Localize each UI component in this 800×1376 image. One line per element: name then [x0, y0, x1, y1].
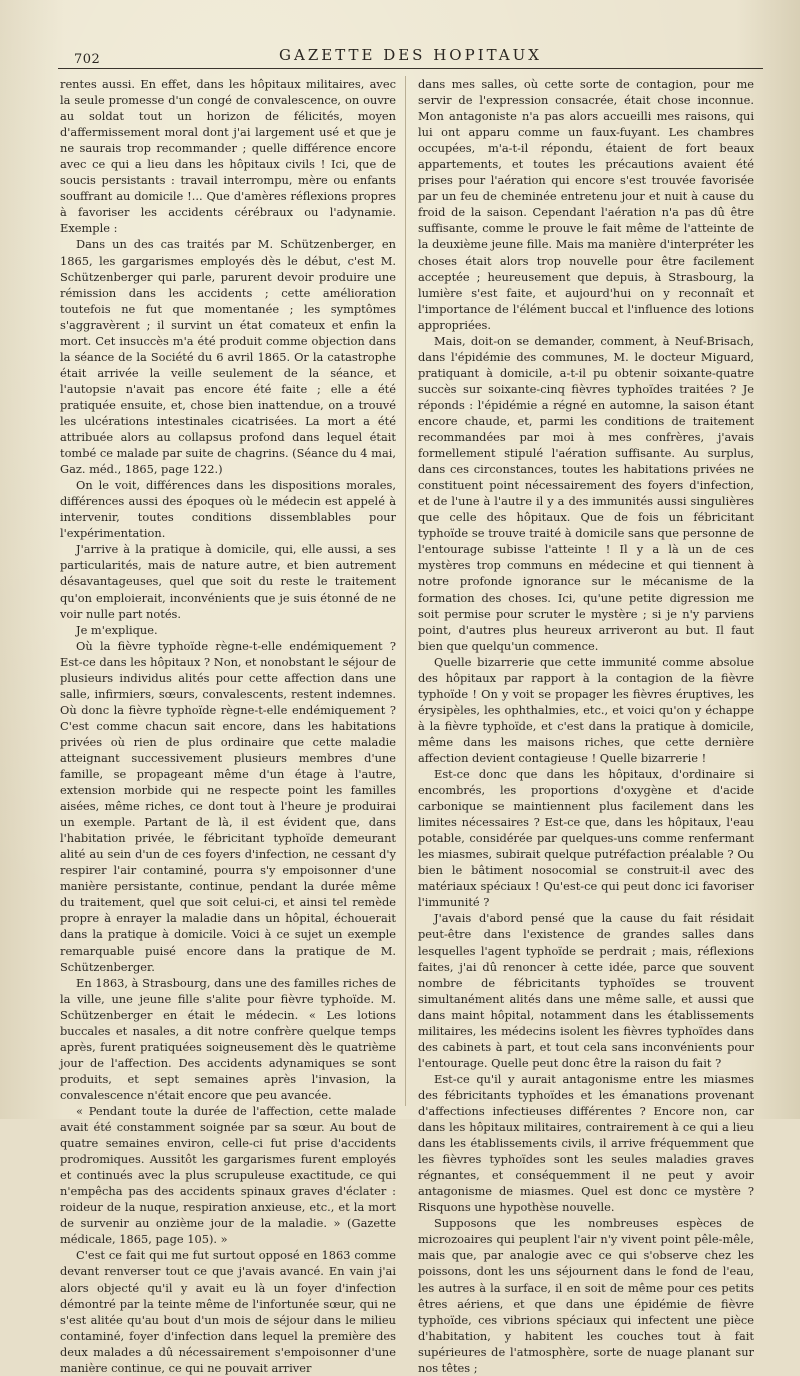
- paragraph: J'avais d'abord pensé que la cause du fait résidait peut-être dans l'existence de grandes salles dans lesquelles l'agent typhoïde se perdrait ; mais, réflexions faites, j'ai dû renoncer à cette idée, parce que souvent nombre de fébricitants typhoïdes se trouvent simultanément alités dans une même salle, et aussi que dans maint hôpital, notamment dans les établissements militaires, les médecins isolent les fièvres typhoïdes dans des cabinets à part, et tout cela sans inconvénients pour l'entourage. Quelle peut donc être la raison du fait ?: [418, 911, 754, 1070]
- left-column: [60, 76, 397, 1375]
- paragraph: C'est ce fait qui me fut surtout opposé en 1863 comme devant renverser tout ce que j'avais avancé. En vain j'ai alors objecté qu'il y avait eu là un foyer d'infection démontré par la teinte même de l'infortunée sœur, qui ne s'est alitée qu'au bout d'un mois de séjour dans le milieu contaminé, foyer d'infection dans lequel la première des deux malades a dû nécessairement s'empoisonner d'une manière continue, ce qui ne pouvait arriver: [60, 1248, 396, 1375]
- paragraph: En 1863, à Strasbourg, dans une des familles riches de la ville, une jeune fille s'alite pour fièvre typhoïde. M. Schützenberger en était le médecin. « Les lotions buccales et nasales, a dit notre confrère quelque temps après, furent pratiquées soigneusement dès le quatrième jour de l'affection. Des accidents adynamiques se sont produits, et sept semaines après l'invasion, la convalescence n'était encore que peu avancée.: [60, 975, 396, 1102]
- paragraph: Supposons que les nombreuses espèces de microzoaires qui peuplent l'air n'y vivent point pêle-mêle, mais que, par analogie avec ce qui s'observe chez les poissons, dont les uns séjournent dans le fond de l'eau, les autres à la surface, il en soit de même pour ces petits êtres aériens, et que dans une épidémie de fièvre typhoïde, ces vibrions spéciaux qui infectent une pièce d'habitation, y habitent les couches tout à fait supérieures de l'atmosphère, sorte de nuage planant sur nos têtes ;: [418, 1216, 754, 1375]
- page-number: 702: [74, 52, 101, 67]
- paragraph: Quelle bizarrerie que cette immunité comme absolue des hôpitaux par rapport à la contagion de la fièvre typhoïde ! On y voit se propager les fièvres éruptives, les érysipèles, les ophthalmies, etc., et voici qu'on y échappe à la fièvre typhoïde, et c'est dans la pratique à domicile, même dans les maisons riches, que cette dernière affection devient contagieuse ! Quelle bizarrerie !: [418, 654, 754, 765]
- page-header: [58, 44, 763, 69]
- paragraph: J'arrive à la pratique à domicile, qui, elle aussi, a ses particularités, mais de nature autre, et bien autrement désavantageuses, quel que soit du reste le traitement qu'on emploierait, inconvénients que je suis étonné de ne voir nulle part notés.: [60, 542, 396, 621]
- paragraph: Mais, doit-on se demander, comment, à Neuf-Brisach, dans l'épidémie des communes, M. le docteur Miguard, pratiquant à domicile, a-t-il pu obtenir soixante-quatre succès sur soixante-cinq fièvres typhoïdes traitées ? Je réponds : l'épidémie a régné en automne, la saison étant encore chaude, et, parmi les conditions de traitement recommandées par moi à mes confrères, j'avais formellement stipulé l'aération suffisante. Au surplus, dans ces circonstances, toutes les habitations privées ne constituent point nécessairement des foyers d'infection, et de l'une à l'autre il y a des immunités aussi singulières que celle des hôpitaux. Que de fois un fébricitant typhoïde se trouve traité à domicile sans que personne de l'entourage subisse l'atteinte ! Il y a là un de ces mystères trop communs en médecine et qui tiennent à notre profonde ignorance sur le mécanisme de la formation des choses. Ici, qu'une petite digression me soit permise pour scruter le mystère ; si je n'y parviens point, d'autres plus heureux arriveront au but. Il faut bien que quelqu'un commence.: [418, 333, 754, 653]
- paragraph: « Pendant toute la durée de l'affection, cette malade avait été constamment soignée par sa sœur. Au bout de quatre semaines environ, celle-ci fut prise d'accidents prodromiques. Aussitôt les gargarismes furent employés et continués avec la plus scrupuleuse exactitude, ce qui n'empêcha pas des accidents spinaux graves d'éclater : roideur de la nuque, respiration anxieuse, etc., et la mort de survenir au onzième jour de la maladie. » (Gazette médicale, 1865, page 105). »: [60, 1104, 396, 1247]
- paragraph: On le voit, différences dans les dispositions morales, différences aussi des époques où le médecin est appelé à intervenir, toutes conditions dissemblables pour l'expérimentation.: [60, 478, 396, 541]
- paragraph: Dans un des cas traités par M. Schützenberger, en 1865, les gargarismes employés dès le début, c'est M. Schützenberger qui parle, parurent devoir produire une rémission dans les accidents ; cette amélioration toutefois ne fut que momentanée ; les symptômes s'aggravèrent ; il survint un état comateux et enfin la mort. Cet insuccès m'a été produit comme objection dans la séance de la Société du 6 avril 1865. Or la catastrophe était arrivée la veille seulement de la séance, et l'autopsie n'avait pas encore été faite ; elle a été pratiquée ensuite, et, chose bien inattendue, on a trouvé les ulcérations intestinales cicatrisées. La mort a été attribuée alors au collapsus profond dans lequel était tombé ce malade par suite de chagrins. (Séance du 4 mai, Gaz. méd., 1865, page 122.): [60, 237, 397, 477]
- paragraph: dans mes salles, où cette sorte de contagion, pour me servir de l'expression consacrée, était chose inconnue. Mon antagoniste n'a pas alors accueilli mes raisons, qui lui ont apparu comme un faux-fuyant. Les chambres occupées, m'a-t-il répondu, étaient de fort beaux appartements, et toutes les précautions avaient été prises pour l'aération qui encore s'est trouvée favorisée par un feu de cheminée entretenu jour et nuit à cause du froid de la saison. Cependant l'aération n'a pas dû être suffisante, comme le prouve le fait même de l'atteinte de la deuxième jeune fille. Mais ma manière d'interpréter les choses était alors trop nouvelle pour être facilement acceptée ; heureusement que depuis, à Strasbourg, la lumière s'est faite, et aujourd'hui on y reconnaît et l'importance de l'élément buccal et l'influence des lotions appropriées.: [418, 77, 754, 332]
- paragraph: Est-ce qu'il y aurait antagonisme entre les miasmes des fébricitants typhoïdes et les émanations provenant d'affections infectieuses différentes ? Encore non, car dans les hôpitaux militaires, contrairement à ce qui a lieu dans les établissements civils, il arrive fréquemment que les fièvres typhoïdes sont les seules maladies graves régnantes, et conséquemment il ne peut y avoir antagonisme de miasmes. Quel est donc ce mystère ? Risquons une hypothèse nouvelle.: [418, 1071, 754, 1215]
- paragraph: Où la fièvre typhoïde règne-t-elle endémiquement ? Est-ce dans les hôpitaux ? Non, et nonobstant le séjour de plusieurs individus alités pour cette affection dans une salle, infirmiers, sœurs, convalescents, restent indemnes. Où donc la fièvre typhoïde règne-t-elle endémiquement ? C'est comme chacun sait encore, dans les habitations privées où rien de plus ordinaire que cette maladie atteignant successivement plusieurs membres d'une famille, se propageant même d'un étage à l'autre, extension morbide qui ne respecte point les familles aisées, même riches, ce dont tout à l'heure je produirai un exemple. Partant de là, il est évident que, dans l'habitation privée, le fébricitant typhoïde demeurant alité au sein d'un de ces foyers d'infection, ne cessant d'y respirer l'air contaminé, pourra s'y empoisonner d'une manière persistante, continue, pendant la durée même du traitement, quel que soit celui-ci, et ainsi tel remède propre à enrayer la maladie dans un hôpital, échouerait dans la pratique à domicile. Voici à ce sujet un exemple remarquable puisé encore dans la pratique de M. Schützenberger.: [60, 638, 396, 974]
- journal-title: GAZETTE DES HOPITAUX: [279, 46, 542, 64]
- paragraph: rentes aussi. En effet, dans les hôpitaux militaires, avec la seule promesse d'un congé de convalescence, on ouvre au soldat tout un horizon de félicités, moyen d'affermissement moral dont j'ai largement usé et que je ne saurais trop recommander ; quelle différence encore avec ce qui a lieu dans les hôpitaux civils ! Ici, que de soucis persistants : travail interrompu, mère ou enfants souffrant au domicile !... Que d'amères réflexions propres à favoriser les accidents cérébraux ou l'adynamie. Exemple :: [60, 77, 396, 236]
- column-divider: [405, 76, 406, 1106]
- paragraph: Est-ce donc que dans les hôpitaux, d'ordinaire si encombrés, les proportions d'oxygène et d'acide carbonique se maintiennent plus facilement dans les limites nécessaires ? Est-ce que, dans les hôpitaux, l'eau potable, considérée par quelques-uns comme renfermant les miasmes, subirait quelque putréfaction préalable ? Ou bien le bâtiment nosocomial se construit-il avec des matériaux spéciaux ! Qu'est-ce qui peut donc ici favoriser l'immunité ?: [418, 767, 754, 910]
- right-column: [418, 76, 754, 1375]
- paragraph: Je m'explique.: [76, 622, 158, 637]
